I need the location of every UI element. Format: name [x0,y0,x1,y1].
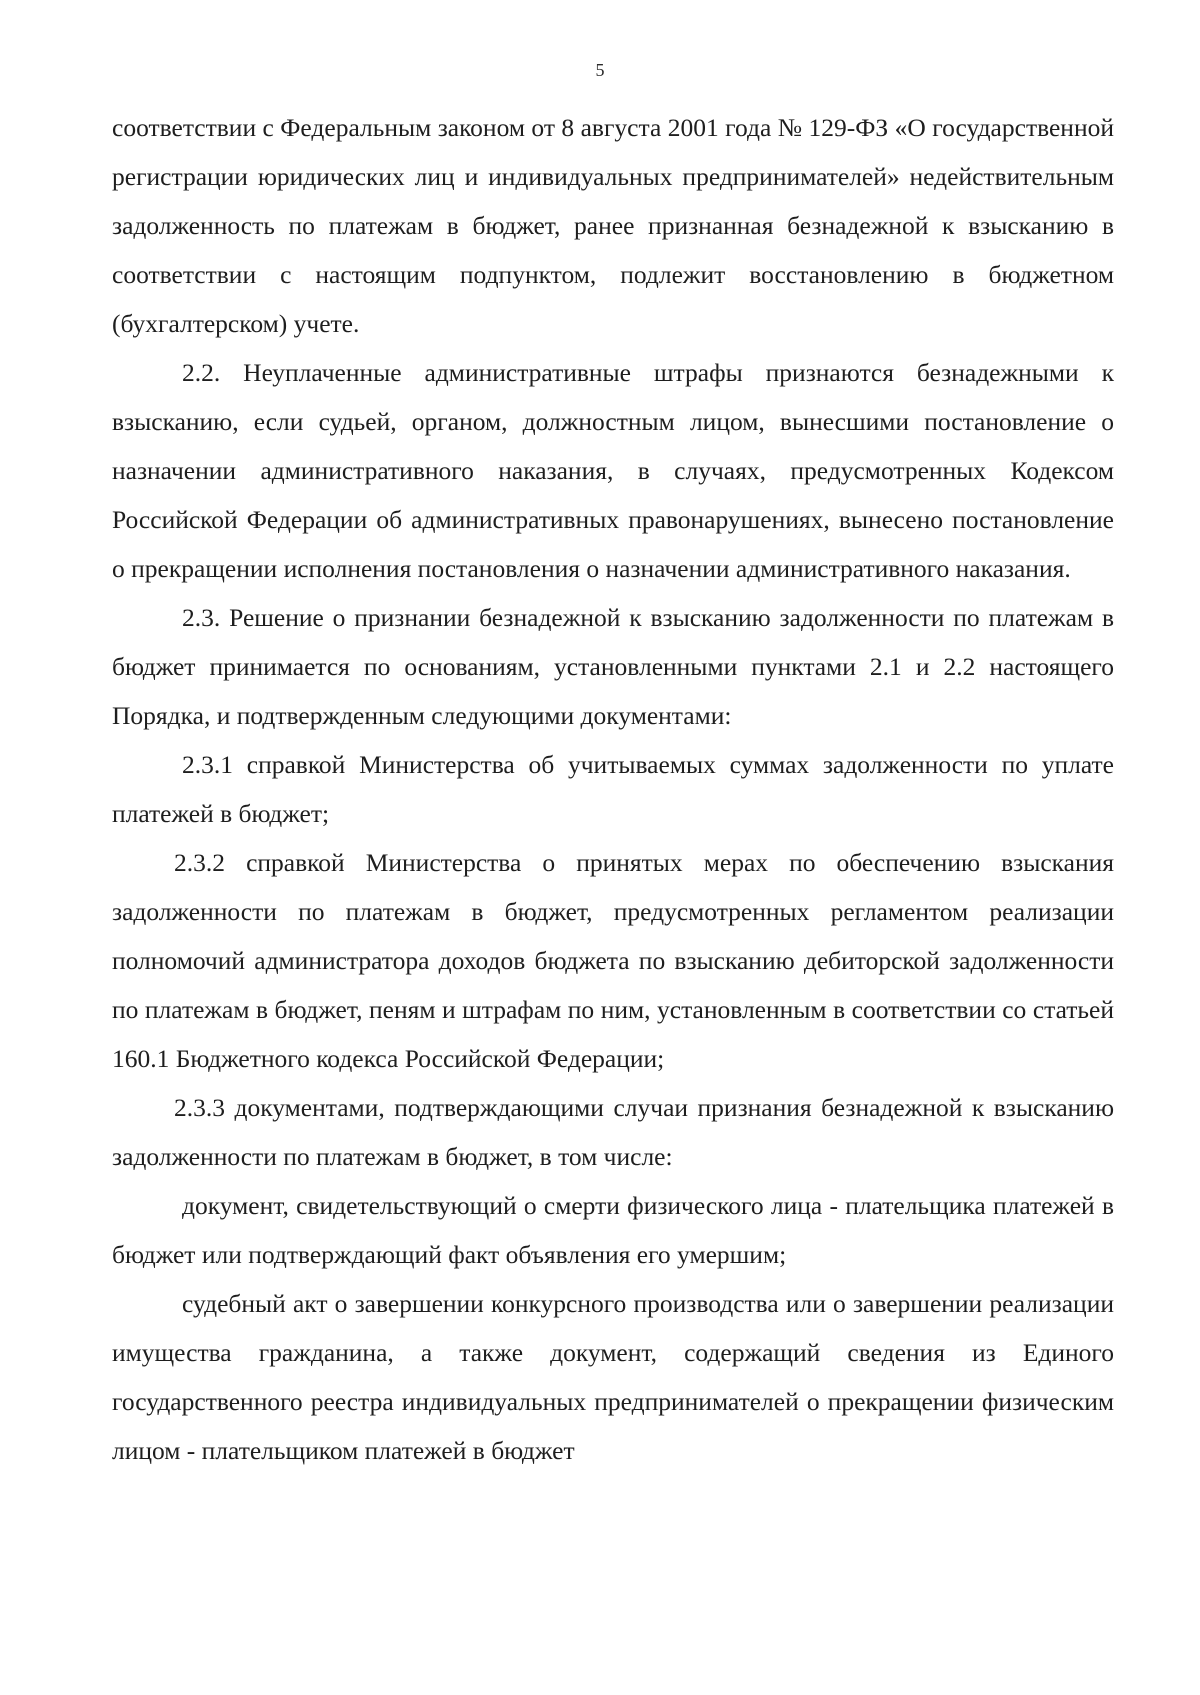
paragraph-court-act: судебный акт о завершении конкурсного производства или о завершении реализации имущества гражданина, а также документ, содержащий сведения из Единого государственного реестра индивидуальных предпринимателей о прекращении физическим лицом - плательщиком платежей в бюджет [112,1289,1114,1465]
paragraph-2-3: 2.3. Решение о признании безнадежной к взысканию задолженности по платежам в бюджет принимается по основаниям, установленными пунктами 2.1 и 2.2 настоящего Порядка, и подтвержденным следующими документами: [112,603,1114,730]
paragraph-2-3-2: 2.3.2 справкой Министерства о принятых мерах по обеспечению взыскания задолженности по платежам в бюджет, предусмотренных регламентом реализации полномочий администратора доходов бюджета по взысканию дебиторской задолженности по платежам в бюджет, пеням и штрафам по ним, установленным в соответствии со статьей 160.1 Бюджетного кодекса Российской Федерации; [112,848,1114,1073]
page-number: 5 [595,60,605,80]
paragraph-death-document: документ, свидетельствующий о смерти физического лица - плательщика платежей в бюджет или подтверждающий факт объявления его умершим; [112,1191,1114,1269]
paragraph-continuation: соответствии с Федеральным законом от 8 августа 2001 года № 129-ФЗ «О государственной регистрации юридических лиц и индивидуальных предпринимателей» недействительным задолженность по платежам в бюджет, ранее признанная безнадежной к взысканию в соответствии с настоящим подпунктом, подлежит восстановлению в бюджетном (бухгалтерском) учете. [112,113,1114,338]
document-body [112,103,1114,1475]
paragraph-2-3-3: 2.3.3 документами, подтверждающими случаи признания безнадежной к взысканию задолженности по платежам в бюджет, в том числе: [112,1093,1114,1171]
paragraph-2-2: 2.2. Неуплаченные административные штрафы признаются безнадежными к взысканию, если судьей, органом, должностным лицом, вынесшими постановление о назначении административного наказания, в случаях, предусмотренных Кодексом Российской Федерации об административных правонарушениях, вынесено постановление о прекращении исполнения постановления о назначении административного наказания. [112,358,1114,583]
paragraph-2-3-1: 2.3.1 справкой Министерства об учитываемых суммах задолженности по уплате платежей в бюджет; [112,750,1114,828]
